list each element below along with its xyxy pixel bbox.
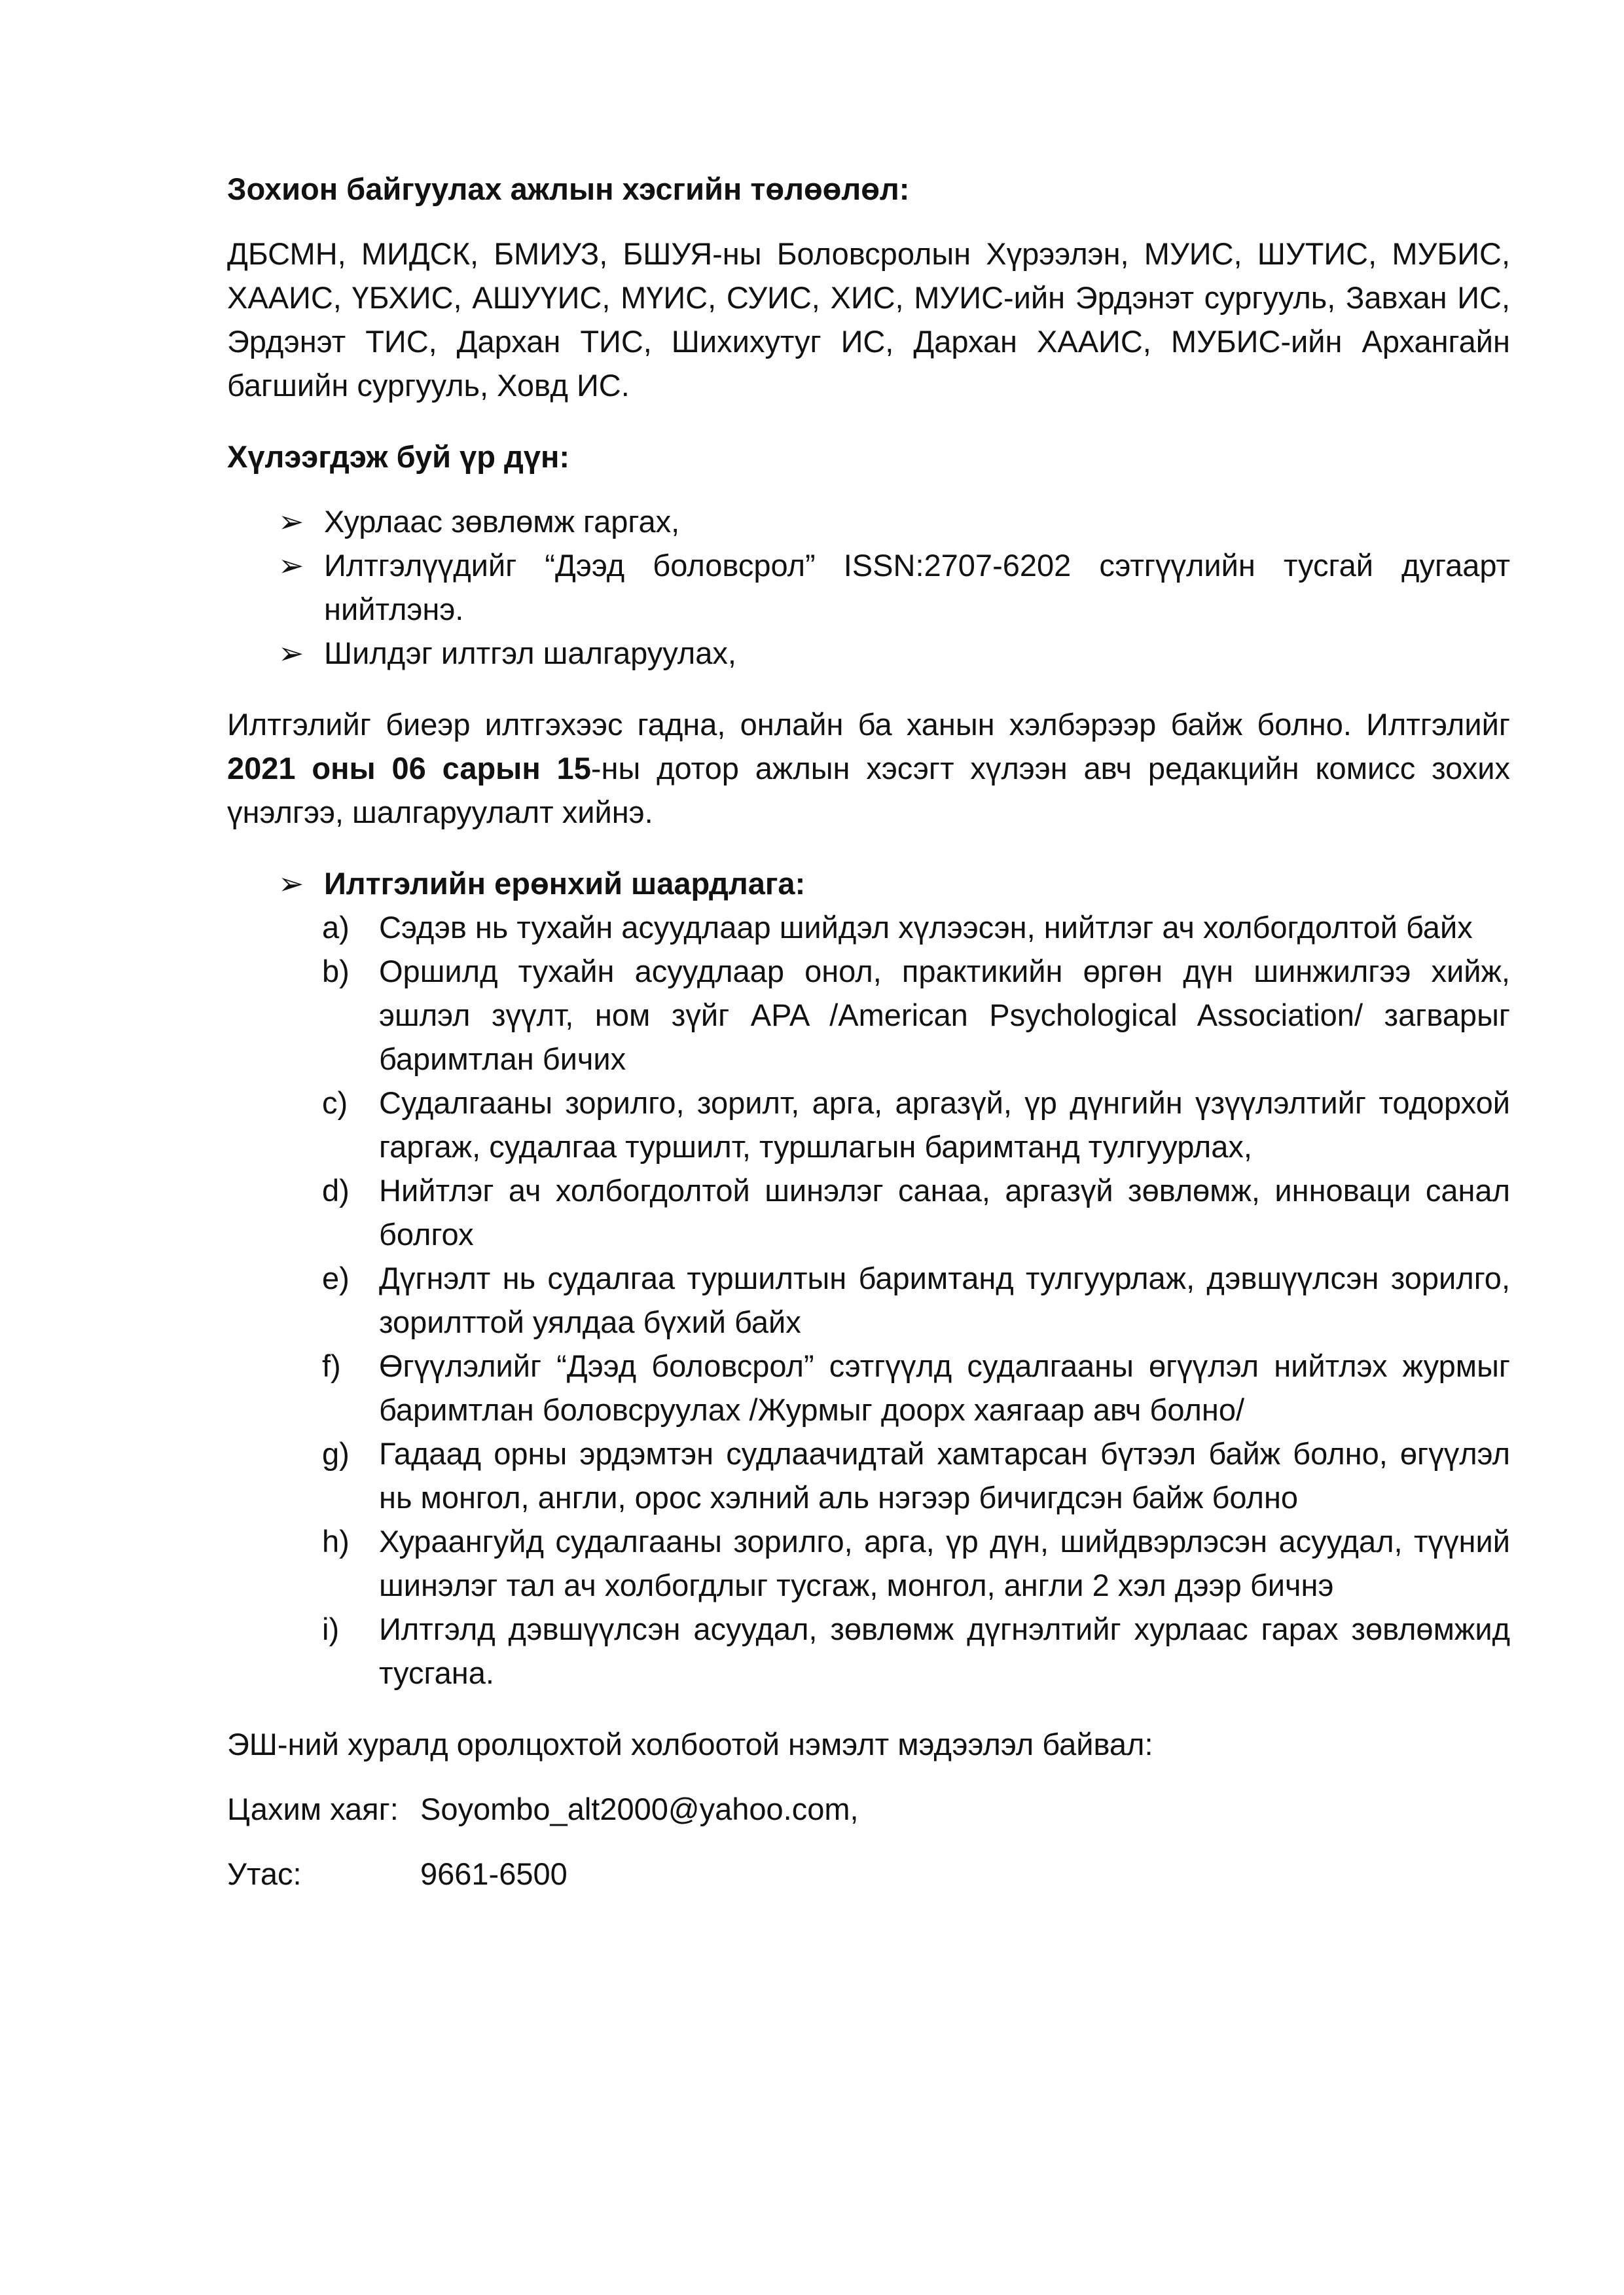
arrow-bullet-icon: ➢ [278,504,304,539]
requirement-text: Судалгааны зорилго, зорилт, арга, аргазүй, үр дүнгийн үзүүлэлтийг тодорхой гаргаж, судалгаа туршилт, туршлагын баримтанд тулгуурлах, [379,1085,1510,1164]
requirement-text: Гадаад орны эрдэмтэн судлаачидтай хамтарсан бүтээл байж болно, өгүүлэл нь монгол, англи, орос хэлний аль нэгээр бичигдсэн байж болно [379,1436,1510,1515]
list-item [322,949,1510,1081]
requirement-text: Илтгэлд дэвшүүлсэн асуудал, зөвлөмж дүгнэлтийг хурлаас гарах зөвлөмжид тусгана. [379,1612,1510,1690]
requirements-heading: Илтгэлийн ерөнхий шаардлага: [324,866,806,901]
document-page [227,167,1510,1896]
list-item [322,1256,1510,1344]
submission-deadline: 2021 оны 06 сарын 15 [227,751,591,786]
item-letter: a) [322,910,350,945]
item-letter: d) [322,1173,350,1208]
list-item [278,861,1510,905]
expected-results-heading: Хүлээгдэж буй үр дүн: [227,439,570,474]
list-item [322,1519,1510,1607]
email-label: Цахим хаяг: [227,1792,399,1826]
organizing-committee-text: ДБСМН, МИДСК, БМИУЗ, БШУЯ-ны Боловсролын Хүрээлэн, МУИС, ШУТИС, МУБИС, ХААИС, ҮБХИС, АШУҮИС, МҮИС, СУИС, ХИС, МУИС-ийн Эрдэнэт сургууль, Завхан ИС, Эрдэнэт ТИС, Дархан ТИС, Шихихутуг ИС, Дархан ХААИС, МУБИС-ийн Архангайн багшийн сургууль, Ховд ИС. [227,236,1510,403]
organizing-committee-heading: Зохион байгуулах ажлын хэсгийн төлөөлөл: [227,172,910,206]
list-item [278,499,1510,543]
arrow-bullet-icon: ➢ [278,548,304,583]
expected-results-list [278,499,1510,675]
item-letter: f) [322,1348,341,1383]
contact-intro: ЭШ-ний хуралд оролцохтой холбоотой нэмэлт мэдээлэл байвал: [227,1727,1153,1762]
requirement-text: Оршилд тухайн асуудлаар онол, практикийн өргөн дүн шинжилгээ хийж, эшлэл зүүлт, ном зүйг APA /American Psychological Association/ загварыг баримтлан бичих [379,954,1510,1076]
item-letter: i) [322,1612,340,1646]
requirements-section [278,861,1510,905]
list-item [322,1081,1510,1168]
expected-result-text: Илтгэлүүдийг “Дээд боловсрол” ISSN:2707-6202 сэтгүүлийн тусгай дугаарт нийтлэнэ. [324,548,1510,626]
list-item [322,1344,1510,1432]
submission-paragraph [227,702,1510,834]
item-letter: g) [322,1436,350,1471]
list-item [322,1432,1510,1519]
list-item [278,631,1510,675]
submission-text-end: -ны дотор ажлын хэсэгт хүлээн авч редакцийн комисс зохих үнэлгээ, шалгаруулалт хийнэ. [227,751,1511,829]
item-letter: e) [322,1261,350,1295]
expected-result-text: Шилдэг илтгэл шалгаруулах, [324,636,736,670]
requirements-list [322,905,1510,1695]
submission-text-start: Илтгэлийг биеэр илтгэхээс гадна, онлайн ба ханын хэлбэрээр байж болно. Илтгэлийг [227,707,1510,742]
arrow-bullet-icon: ➢ [278,866,304,901]
requirement-text: Өгүүлэлийг “Дээд боловсрол” сэтгүүлд судалгааны өгүүлэл нийтлэх журмыг баримтлан боловсруулах /Журмыг доорх хаягаар авч болно/ [379,1348,1510,1427]
email-value: Soyombo_alt2000@yahoo.com, [420,1792,859,1826]
item-letter: b) [322,954,350,988]
requirement-text: Нийтлэг ач холбогдолтой шинэлэг санаа, аргазүй зөвлөмж, инноваци санал болгох [379,1173,1510,1252]
item-letter: c) [322,1085,348,1120]
expected-result-text: Хурлаас зөвлөмж гаргах, [324,504,680,539]
contact-phone-row [227,1852,1510,1896]
contact-email-row [227,1787,1510,1831]
phone-label: Утас: [227,1856,302,1891]
list-item [322,905,1510,949]
phone-value: 9661-6500 [420,1856,568,1891]
list-item [322,1607,1510,1695]
requirement-text: Дүгнэлт нь судалгаа туршилтын баримтанд тулгуурлаж, дэвшүүлсэн зорилго, зорилттой уялдаа бүхий байх [379,1261,1510,1339]
list-item [278,543,1510,631]
item-letter: h) [322,1524,350,1559]
requirement-text: Сэдэв нь тухайн асуудлаар шийдэл хүлээсэн, нийтлэг ач холбогдолтой байх [379,910,1473,945]
arrow-bullet-icon: ➢ [278,636,304,670]
requirement-text: Хураангуйд судалгааны зорилго, арга, үр дүн, шийдвэрлэсэн асуудал, түүний шинэлэг тал ач холбогдлыг тусгаж, монгол, англи 2 хэл дээр бичнэ [379,1524,1510,1602]
list-item [322,1168,1510,1256]
